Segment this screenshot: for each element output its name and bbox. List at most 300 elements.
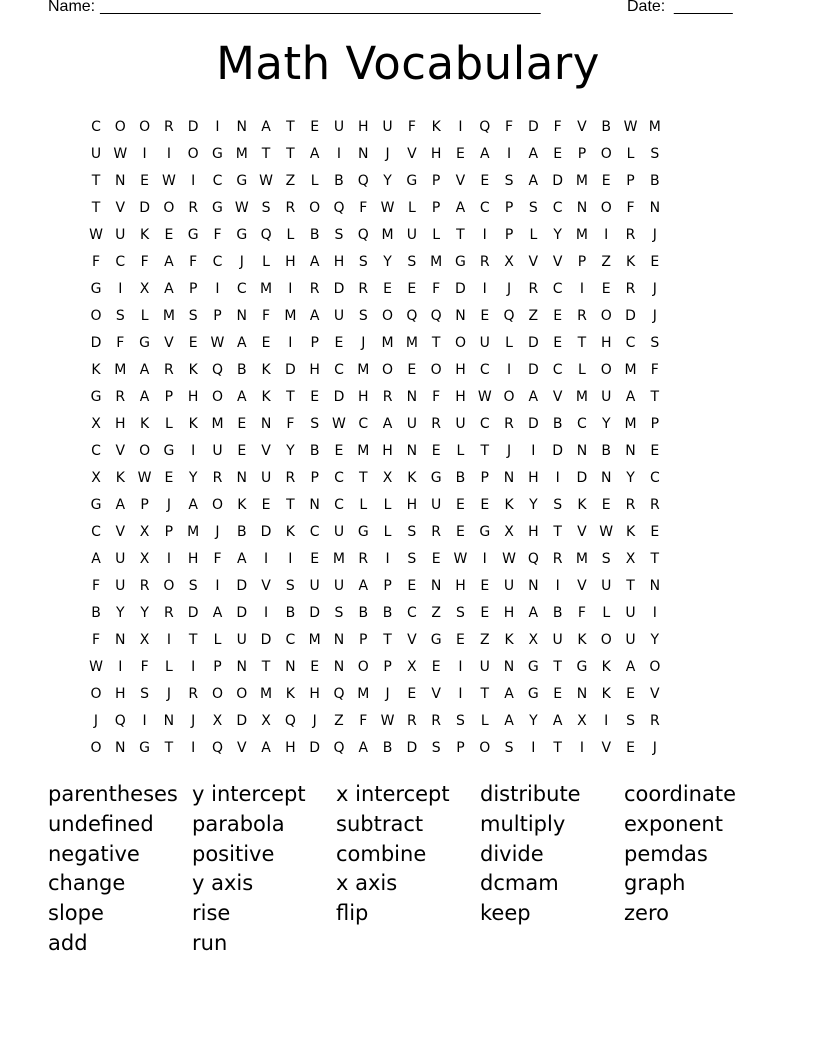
grid-letter: I — [458, 659, 463, 675]
grid-letter: R — [188, 200, 199, 216]
grid-letter: R — [479, 254, 490, 270]
grid-letter: I — [264, 605, 269, 621]
word-bank-item: add — [48, 930, 88, 955]
grid-letter: D — [309, 740, 321, 756]
grid-letter: U — [333, 119, 345, 135]
grid-letter: M — [381, 227, 394, 243]
grid-letter: C — [91, 524, 102, 540]
grid-letter: X — [139, 281, 150, 297]
grid-letter: I — [166, 146, 172, 162]
grid-letter: G — [212, 200, 224, 216]
grid-letter: A — [164, 281, 174, 297]
grid-letter: C — [625, 335, 636, 351]
grid-letter: A — [236, 551, 247, 567]
grid-letter: C — [115, 254, 126, 270]
grid-letter: H — [528, 524, 539, 540]
grid-letter: M — [284, 308, 297, 324]
grid-letter: O — [600, 200, 613, 216]
grid-letter: N — [236, 659, 248, 675]
grid-letter: T — [553, 659, 563, 675]
word-bank-item: graph — [624, 871, 686, 896]
grid-letter: I — [215, 119, 220, 135]
grid-letter: M — [405, 335, 419, 351]
grid-letter: I — [118, 659, 123, 675]
grid-letter: R — [139, 578, 150, 594]
grid-letter: V — [601, 740, 612, 756]
grid-letter: L — [310, 173, 319, 189]
grid-letter: G — [163, 443, 175, 459]
grid-letter: J — [385, 146, 390, 162]
grid-letter: O — [430, 362, 442, 378]
grid-letter: P — [431, 200, 441, 216]
grid-letter: V — [650, 686, 660, 702]
grid-letter: V — [552, 254, 563, 270]
grid-row — [84, 681, 732, 708]
grid-letter: D — [455, 281, 467, 297]
grid-letter: N — [649, 200, 661, 216]
grid-letter: U — [625, 605, 636, 621]
grid-letter: M — [260, 281, 273, 297]
grid-letter: Y — [626, 470, 636, 486]
grid-letter: P — [504, 200, 514, 216]
grid-letter: N — [576, 443, 588, 459]
grid-letter: H — [406, 497, 418, 513]
grid-letter: J — [652, 227, 658, 243]
grid-letter: K — [504, 632, 514, 648]
grid-letter: A — [552, 713, 563, 729]
grid-letter: A — [261, 740, 272, 756]
grid-letter: E — [480, 308, 490, 324]
word-bank-item: x axis — [336, 871, 398, 896]
word-bank-item: parabola — [192, 811, 285, 836]
grid-letter: Q — [211, 740, 224, 756]
grid-letter: K — [601, 659, 612, 675]
grid-letter: Q — [333, 686, 345, 702]
grid-letter: B — [552, 416, 563, 432]
grid-letter: E — [650, 524, 660, 540]
grid-letter: O — [600, 308, 613, 324]
grid-letter: T — [480, 686, 490, 702]
grid-letter: I — [555, 470, 560, 486]
grid-letter: K — [601, 686, 612, 702]
grid-letter: C — [91, 119, 102, 135]
grid-letter: H — [187, 389, 199, 405]
grid-letter: E — [140, 173, 150, 189]
grid-letter: Q — [503, 308, 515, 324]
grid-letter: K — [431, 119, 442, 135]
grid-letter: S — [626, 713, 636, 729]
grid-letter: V — [577, 119, 588, 135]
grid-letter: N — [576, 200, 588, 216]
grid-letter: S — [188, 308, 198, 324]
grid-letter: H — [285, 740, 296, 756]
grid-letter: I — [458, 686, 463, 702]
grid-letter: S — [407, 524, 417, 540]
grid-letter: N — [236, 119, 248, 135]
grid-letter: J — [652, 308, 658, 324]
grid-letter: W — [259, 173, 274, 189]
grid-letter: J — [312, 713, 318, 729]
grid-letter: B — [285, 605, 296, 621]
grid-letter: U — [479, 659, 491, 675]
grid-letter: C — [309, 524, 320, 540]
word-bank-item: subtract — [336, 811, 424, 836]
grid-letter: E — [456, 497, 466, 513]
grid-letter: H — [358, 119, 369, 135]
grid-letter: A — [358, 578, 369, 594]
grid-letter: U — [431, 497, 442, 513]
grid-letter: E — [407, 578, 417, 594]
grid-letter: S — [310, 416, 320, 432]
grid-letter: E — [334, 443, 344, 459]
grid-letter: A — [528, 146, 539, 162]
grid-letter: L — [213, 632, 222, 648]
grid-row — [84, 114, 732, 141]
grid-letter: P — [310, 335, 320, 351]
grid-letter: F — [626, 200, 635, 216]
grid-letter: D — [187, 119, 199, 135]
grid-letter: I — [579, 740, 585, 756]
grid-letter: M — [357, 443, 370, 459]
grid-letter: T — [456, 227, 466, 243]
grid-letter: I — [604, 713, 609, 729]
grid-letter: U — [309, 578, 321, 594]
grid-letter: D — [90, 335, 102, 351]
grid-row — [84, 195, 732, 222]
grid-letter: S — [261, 200, 271, 216]
grid-letter: N — [649, 578, 661, 594]
grid-letter: I — [215, 281, 220, 297]
grid-row — [84, 627, 732, 654]
grid-letter: T — [286, 146, 295, 162]
grid-letter: X — [504, 254, 515, 270]
grid-letter: K — [261, 362, 271, 378]
grid-letter: T — [188, 632, 198, 648]
grid-letter: A — [625, 389, 636, 405]
grid-letter: I — [288, 551, 293, 567]
grid-letter: F — [262, 308, 271, 324]
date-label: Date: — [627, 0, 666, 15]
grid-letter: X — [139, 632, 150, 648]
grid-letter: O — [139, 443, 151, 459]
grid-letter: B — [382, 740, 393, 756]
grid-letter: D — [260, 524, 272, 540]
grid-letter: R — [358, 551, 369, 567]
word-bank-item: negative — [48, 841, 140, 866]
grid-letter: M — [162, 308, 176, 324]
grid-letter: O — [503, 389, 515, 405]
grid-letter: P — [164, 524, 174, 540]
grid-letter: I — [166, 551, 172, 567]
grid-letter: J — [506, 281, 512, 297]
grid-letter: I — [264, 551, 269, 567]
grid-letter: O — [211, 497, 224, 513]
grid-letter: E — [601, 281, 611, 297]
grid-letter: N — [528, 578, 539, 594]
grid-letter: M — [187, 524, 200, 540]
grid-letter: U — [406, 416, 418, 432]
grid-letter: Q — [211, 362, 224, 378]
grid-letter: U — [212, 443, 223, 459]
grid-letter: P — [188, 281, 198, 297]
grid-letter: L — [432, 227, 441, 243]
grid-letter: I — [215, 578, 220, 594]
grid-row — [84, 168, 732, 195]
grid-letter: I — [385, 551, 390, 567]
word-bank-item: coordinate — [624, 782, 737, 806]
grid-letter: R — [431, 524, 442, 540]
word-bank-item: exponent — [624, 811, 723, 836]
grid-letter: R — [309, 281, 320, 297]
word-bank-item: parentheses — [48, 782, 178, 806]
grid-letter: S — [456, 605, 466, 621]
grid-letter: Y — [383, 254, 393, 270]
date-field[interactable]: _______ — [674, 0, 733, 15]
grid-letter: E — [456, 632, 466, 648]
grid-letter: O — [187, 146, 199, 162]
grid-letter: T — [91, 200, 101, 216]
grid-letter: R — [382, 389, 393, 405]
grid-letter: T — [626, 578, 636, 594]
grid-letter: G — [430, 632, 442, 648]
grid-letter: H — [187, 551, 199, 567]
grid-letter: N — [236, 470, 248, 486]
grid-letter: D — [552, 443, 564, 459]
grid-letter: F — [91, 578, 101, 594]
grid-letter: O — [600, 146, 613, 162]
name-field[interactable]: _____________________________________________________ — [100, 0, 540, 15]
grid-row — [84, 573, 732, 600]
grid-letter: B — [236, 524, 247, 540]
grid-letter: Q — [114, 713, 127, 729]
grid-letter: O — [382, 308, 394, 324]
grid-letter: C — [649, 470, 661, 486]
grid-letter: U — [382, 119, 393, 135]
grid-letter: C — [285, 632, 296, 648]
grid-letter: A — [528, 389, 539, 405]
grid-letter: G — [236, 173, 248, 189]
grid-letter: E — [480, 578, 490, 594]
grid-letter: N — [236, 308, 248, 324]
grid-letter: P — [213, 659, 222, 675]
grid-letter: E — [261, 335, 271, 351]
grid-letter: R — [431, 713, 442, 729]
grid-letter: C — [552, 362, 563, 378]
page-title: Math Vocabulary — [216, 37, 600, 90]
grid-letter: E — [237, 443, 247, 459]
grid-letter: E — [383, 281, 393, 297]
grid-letter: W — [623, 119, 638, 135]
grid-letter: U — [333, 578, 345, 594]
grid-row — [84, 411, 732, 438]
word-bank-item: divide — [480, 841, 544, 866]
grid-letter: H — [309, 686, 321, 702]
grid-letter: Q — [357, 173, 370, 189]
grid-letter: E — [456, 146, 466, 162]
grid-letter: F — [505, 119, 514, 135]
grid-letter: X — [212, 713, 223, 729]
grid-letter: D — [576, 470, 588, 486]
grid-letter: I — [191, 740, 196, 756]
grid-letter: W — [89, 227, 104, 243]
word-bank-item: flip — [336, 901, 369, 926]
grid-letter: K — [577, 497, 587, 513]
grid-letter: M — [575, 227, 589, 243]
grid-letter: D — [333, 389, 345, 405]
header-line — [48, 0, 748, 20]
grid-letter: Y — [188, 470, 198, 486]
grid-letter: P — [383, 659, 393, 675]
grid-letter: R — [358, 281, 369, 297]
grid-letter: G — [479, 524, 491, 540]
grid-letter: E — [188, 335, 198, 351]
grid-letter: I — [166, 632, 172, 648]
grid-letter: R — [649, 497, 660, 513]
grid-letter: C — [236, 281, 247, 297]
grid-letter: D — [236, 713, 248, 729]
grid-letter: D — [527, 335, 540, 351]
grid-letter: A — [115, 497, 126, 513]
grid-letter: U — [260, 470, 272, 486]
grid-letter: E — [334, 335, 344, 351]
grid-letter: C — [212, 254, 223, 270]
grid-letter: O — [90, 686, 102, 702]
grid-letter: R — [285, 200, 296, 216]
grid-letter: D — [187, 605, 199, 621]
grid-letter: I — [288, 281, 293, 297]
grid-letter: X — [577, 713, 588, 729]
grid-letter: M — [235, 146, 249, 162]
grid-letter: G — [139, 740, 151, 756]
grid-letter: T — [383, 632, 393, 648]
grid-letter: V — [407, 146, 417, 162]
grid-letter: N — [309, 497, 321, 513]
grid-letter: T — [431, 335, 441, 351]
grid-row — [84, 654, 732, 681]
grid-letter: I — [531, 443, 536, 459]
grid-letter: H — [600, 335, 612, 351]
grid-letter: S — [358, 254, 368, 270]
grid-letter: V — [577, 524, 588, 540]
grid-letter: W — [502, 551, 517, 567]
grid-letter: P — [480, 470, 490, 486]
grid-letter: E — [164, 470, 174, 486]
grid-letter: H — [285, 254, 296, 270]
grid-letter: M — [114, 362, 127, 378]
grid-letter: V — [577, 578, 588, 594]
grid-letter: W — [477, 389, 492, 405]
grid-letter: R — [115, 389, 126, 405]
grid-letter: G — [576, 659, 588, 675]
grid-letter: U — [236, 632, 248, 648]
grid-letter: I — [191, 443, 196, 459]
grid-letter: H — [455, 578, 467, 594]
grid-letter: C — [479, 362, 490, 378]
grid-letter: G — [90, 497, 102, 513]
grid-letter: M — [624, 362, 637, 378]
grid-letter: X — [625, 551, 636, 567]
grid-letter: N — [260, 416, 272, 432]
grid-letter: W — [380, 200, 395, 216]
grid-letter: E — [480, 173, 490, 189]
grid-letter: X — [139, 551, 150, 567]
grid-letter: A — [625, 659, 636, 675]
grid-letter: A — [91, 551, 102, 567]
grid-letter: A — [455, 200, 466, 216]
grid-letter: C — [334, 497, 345, 513]
grid-letter: A — [504, 713, 515, 729]
grid-letter: N — [576, 686, 588, 702]
grid-letter: Q — [479, 119, 491, 135]
grid-letter: V — [261, 443, 272, 459]
grid-row — [84, 141, 732, 168]
grid-letter: H — [333, 254, 345, 270]
grid-letter: X — [91, 470, 102, 486]
grid-letter: D — [333, 281, 345, 297]
grid-letter: A — [139, 362, 150, 378]
word-bank-item: dcmam — [480, 871, 559, 896]
grid-letter: X — [139, 524, 150, 540]
grid-letter: V — [236, 740, 247, 756]
word-bank-item: combine — [336, 841, 427, 866]
grid-letter: R — [577, 308, 588, 324]
grid-letter: H — [430, 146, 442, 162]
grid-letter: K — [91, 362, 101, 378]
grid-letter: O — [382, 362, 394, 378]
grid-letter: Z — [285, 173, 296, 189]
grid-letter: C — [406, 605, 418, 621]
grid-letter: B — [236, 362, 247, 378]
grid-letter: D — [527, 416, 540, 432]
grid-letter: L — [359, 497, 368, 513]
grid-letter: B — [309, 443, 320, 459]
grid-letter: Z — [479, 632, 490, 648]
word-bank-item: x intercept — [336, 782, 450, 806]
grid-letter: P — [626, 173, 636, 189]
grid-letter: S — [431, 740, 441, 756]
grid-letter: L — [383, 497, 392, 513]
grid-letter: O — [139, 119, 151, 135]
grid-letter: R — [625, 227, 636, 243]
grid-letter: P — [213, 308, 222, 324]
grid-row — [84, 303, 732, 330]
grid-letter: M — [308, 632, 322, 648]
grid-letter: J — [239, 254, 245, 270]
grid-letter: J — [506, 443, 512, 459]
grid-letter: P — [140, 497, 150, 513]
grid-letter: B — [455, 470, 466, 486]
grid-letter: Y — [650, 632, 660, 648]
grid-letter: M — [381, 335, 394, 351]
grid-letter: I — [482, 551, 488, 567]
grid-letter: T — [286, 497, 295, 513]
grid-letter: G — [527, 686, 540, 702]
grid-letter: S — [115, 308, 126, 324]
grid-letter: P — [431, 173, 441, 189]
grid-letter: E — [310, 659, 320, 675]
grid-letter: F — [577, 605, 587, 621]
grid-letter: F — [116, 335, 125, 351]
grid-letter: J — [385, 686, 390, 702]
grid-letter: J — [93, 713, 99, 729]
grid-letter: T — [91, 173, 101, 189]
grid-letter: C — [577, 416, 588, 432]
grid-letter: W — [453, 551, 468, 567]
grid-letter: I — [482, 227, 488, 243]
grid-letter: E — [261, 497, 271, 513]
grid-letter: F — [91, 632, 101, 648]
grid-letter: E — [310, 119, 320, 135]
